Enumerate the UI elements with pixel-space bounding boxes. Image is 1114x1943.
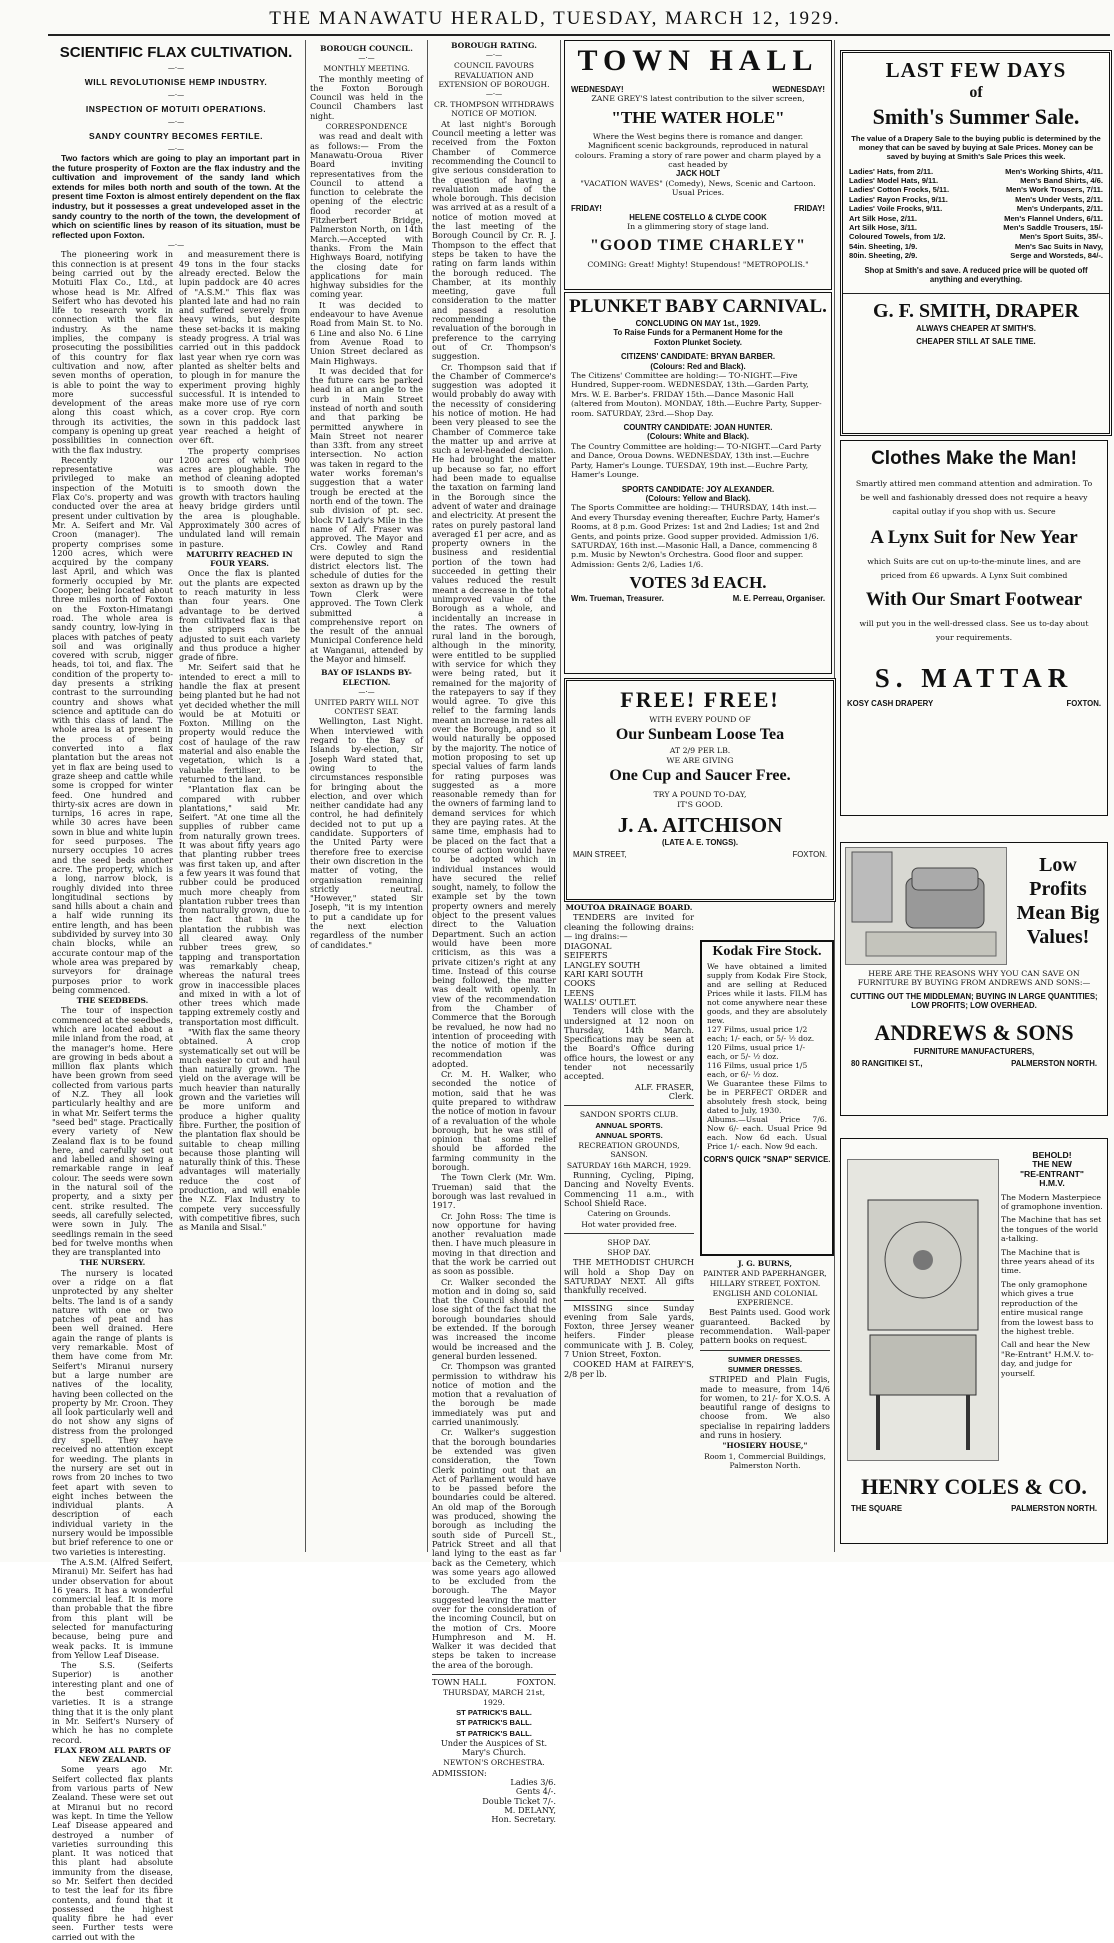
ad-text: Hot water provided free. xyxy=(581,1219,677,1229)
section-subhead: CORRESPONDENCE xyxy=(325,122,408,132)
paragraph: TENDERS are invited for cleaning the following drains:— ing drains:— xyxy=(564,912,694,941)
sale-item: Ladies' Cotton Frocks, 5/11. xyxy=(849,185,950,195)
ad-text: To Raise Funds for a Permanent Home for the xyxy=(613,328,783,338)
divider: —·— xyxy=(167,145,185,153)
ad-text: Foxton Plunket Society. xyxy=(654,337,742,347)
paragraph: Best Paints used. Good work guaranteed. Backed by recommendation. Wall-paper pattern books on request. xyxy=(700,1307,830,1346)
paragraph: The A.S.M. (Alfred Seifert, Miranui) Mr. Seifert has had under observation for about 16 years. It has a wonderful commercial leaf. It is more than probable that the fibre from this plant will be selected for manufacturing because, being pure and weak packs. It is immune from Yellow Leaf Disease. xyxy=(52,1556,173,1660)
sale-item: Coloured Towels, from 1/2. xyxy=(849,232,946,242)
film-price: 120 Films, usual price 1/- each, or 5/- ½ doz. xyxy=(707,1043,806,1061)
paragraph: Mr. Seifert said that he intended to erect a mill to handle the flax at present being planted but he had not yet decided whether the mill would be at Motuiti or Foxton. Milling on the property would reduce the cost of haulage of the raw material and also enable the vegetation, which is a valuable fertiliser, to be returned to the land. xyxy=(179,662,300,784)
sale-item: Men's Under Vests, 2/11. xyxy=(1015,194,1103,204)
paragraph: Cr. Walker's suggestion that the borough boundaries be extended was given consideration, the Town Clerk pointing out that an Act of Parliament would have to be passed before the boundaries could be altered. An old map of the Borough was produced, showing the borough as including the south side of Purcell St., Patrick Street and all that land lying to the east as far back as the Cemetery, which was some years ago allowed to be excluded from the borough. The Mayor suggested leaving the matter over for the consideration of the incoming Council, but on the motion of Crs. Moore Humphreson and M. H. Walker it was decided that steps be taken to increase the area of the borough. xyxy=(432,1427,556,1670)
paragraph: The property comprises 1200 acres of which 900 acres are ploughable. The method of cleaning adopted is to smooth down the growth with tractors hauling heavy bridge girders until the area is ploughable. Approximately 300 acres of undulated land will remain in pasture. xyxy=(179,445,300,549)
ad-text: The Machine that is three years ahead of its time. xyxy=(1001,1247,1095,1276)
divider: —·— xyxy=(358,687,375,696)
shop-name: "HOSIERY HOUSE," xyxy=(722,1441,808,1451)
auspices: Under the Auspices of St. Mary's Church. xyxy=(440,1737,548,1758)
secretary-name: M. DELANY, xyxy=(504,1804,556,1815)
ham-notice: COOKED HAM at FAIREY'S, 2/8 per lb. xyxy=(564,1359,694,1379)
film-title: "THE WATER HOLE" xyxy=(611,107,785,127)
paragraph: Some years ago Mr. Seifert collected flax plants from various parts of New Zealand. These were set out at Miranui but no record was kept. In time the Yellow Leaf Disease appeared and destroyed a number of varieties surrounding this plant. It was noticed that this plant had absolute immunity from the disease, so Mr. Seifert then decided to test the leaf for its fibre contents, and found that it possessed the highest quality fibre he had ever seen. Further tests were carried out with the xyxy=(52,1764,173,1942)
ad-row xyxy=(565,85,831,94)
venue: TOWN HALL xyxy=(432,1677,487,1688)
address: MAIN STREET, xyxy=(573,850,627,860)
address: THE SQUARE xyxy=(851,1504,903,1513)
furniture-illustration xyxy=(845,847,1007,965)
ad-text: Shop at Smith's and save. A reduced price will be quoted off anything and everything. xyxy=(864,265,1088,285)
drain-name: DIAGONAL xyxy=(564,941,612,952)
paragraph: Once the flax is planted out the plants are expected to reach maturity in less than four years. One advantage to be derived from cultivated flax is that the strippers can be adjusted to suit each variety and thus produce a higher grade of fibre. xyxy=(179,568,300,663)
article-subhead: SANDY COUNTRY BECOMES FERTILE. xyxy=(89,131,263,141)
dresses-ad xyxy=(700,1350,830,1471)
town: FOXTON. xyxy=(1066,699,1101,708)
section-head: THE SEEDBEDS. xyxy=(76,996,149,1006)
paragraph: Running, Cycling, Piping, Dancing and Novelty Events. Commencing 11 a.m., with School Shield Race. xyxy=(564,1170,694,1208)
shop-address: Room 1, Commercial Buildings, Palmerston North. xyxy=(704,1451,826,1470)
drain-name: COOKS xyxy=(564,978,596,989)
flax-article xyxy=(52,40,300,1942)
paragraph: At last night's Borough Council meeting a letter was received from the Foxton Chamber of Commerce recommending the Council to give serious consideration to the question of having a revaluation made of the whole borough. This decision was arrived at as a result of a notice of motion moved at the last meeting of the Borough Council by Cr. R. J. Thompson to the effect that steps be taken to have the rating on farm lands within the borough reduced. The Chamber, at its monthly meeting, gave full consideration to the matter and passed a resolution recommending the revaluation of the borough in preference to the carrying out of Cr. Thompson's suggestion. xyxy=(432,118,556,362)
sale-item: Men's Underpants, 2/11. xyxy=(1016,204,1103,214)
slogan-line: Profits xyxy=(1029,878,1087,900)
sale-item: Men's Flannel Unders, 6/11. xyxy=(1004,213,1103,223)
rating-column xyxy=(432,40,556,1825)
article-intro: Two factors which are going to play an important part in the future prosperity of Foxton are the flax industry and the cultivation and improvement of the sandy land which extends for miles both north and south of the town. At the present time Foxton is almost entirely dependent on the flax industry, but it possesses a great undeveloped asset in the sandy country to the north of the town, the development of which on scientific lines by reason of its situation, must be reflected upon Foxton. xyxy=(52,153,300,240)
section-head: BOROUGH COUNCIL. xyxy=(320,44,413,53)
section-head: BOROUGH RATING. xyxy=(451,41,537,50)
divider: —·— xyxy=(485,90,503,99)
drain-name: LANGLEY SOUTH xyxy=(564,959,641,970)
ad-row xyxy=(845,1059,1103,1068)
ad-title: "RE-ENTRANT" xyxy=(1019,1168,1084,1179)
orchestra: NEWTON'S ORCHESTRA. xyxy=(443,1758,545,1768)
mattar-ad xyxy=(840,440,1108,816)
sale-item: Men's Band Shirts, 4/6. xyxy=(1020,176,1103,186)
ad-text: The value of a Drapery Sale to the buying public is determined by the money that can be saved by buying at Sale Prices. Money can be saved by buying at Smith's Sale Prices this week. xyxy=(851,134,1101,162)
ad-text: The Citizens' Committee are holding:— TO-NIGHT.—Five Hundred, Supper-room. WEDNESDAY, 13th.—Garden Party, Mrs. W. E. Barber's. FRIDAY 15th.—Dance Masonic Hall (altered from Mouton). MONDAY, 18th.—Euchre Party, Supper-room. SATURDAY, 23rd.—Shop Day. xyxy=(571,371,822,418)
paragraph: and measurement there is 49 tons in the four stacks already erected. Below the lupin paddock are 40 acres of "A.S.M." This flax was planted late and had no rain and suffered severely from heavy winds, but despite these set-backs it is making steady progress. A trial was carried out in this paddock last year when rye corn was planted as shelter belts and to plough in for manure the experiment proving highly successful. It is intended to make more use of rye corn as a cover crop. Rye corn sown in this paddock last year reached a height of over 6ft. xyxy=(179,249,300,446)
ad-text: The Sports Committee are holding:— THURSDAY, 14th inst.—And every Thursday evening thereafter, Euchre Party, Hamer's Rooms, at 8 p.m. Good Prizes: 1st and 2nd Ladies; 1st and 2nd Gents, and points prize. Good supper provided. Admission 1/6. SATURDAY, 16th inst.—Masonic Hall, a Dance, commencing 8 p.m. Music by Newton's Orchestra. Good floor and supper. Admission: Gents 2/6, Ladies 1/6. xyxy=(571,503,820,569)
sale-item: Men's Sport Suits, 35/-. xyxy=(1019,232,1103,242)
product: Our Sunbeam Loose Tea xyxy=(615,726,785,744)
ad-text: WITH EVERY POUND OF xyxy=(649,715,751,724)
section-head: SHOP DAY. xyxy=(607,1237,651,1247)
paragraph: The nursery is located over a ridge on a flat unprotected by any shelter belts. The land is of a sandy nature with one or two patches of peat and has been well drained. Here again the range of plants is very remarkable. Most of them have come from Mr. Seifert's Miranui nursery but a large number are natives of the locality, having been collected on the property by Mr. Croon. They all look particularly well and do not show any signs of distress from the prolonged dry spell. They have received no attention except for weeding. The plants in the nursery are set out in rows from 20 inches to two feet apart with seven to eight inches between the individual plants. A description of each individual variety in the nursery would be impossible but brief reference to one or two varieties is interesting. xyxy=(52,1267,173,1557)
merchant-name: HENRY COLES & CO. xyxy=(861,1474,1087,1499)
sale-item: Men's Saddle Trousers, 15/- xyxy=(1003,223,1103,233)
ad-text: The Country Committee are holding:— TO-NIGHT.—Card Party and Dance, Oroua Downs. WEDNESDAY, 13th inst.—Euchre Party, Hamer's Lounge. TUESDAY, 19th inst.—Euchre Party, Hamer's Lounge. xyxy=(571,441,822,480)
divider: —·— xyxy=(167,241,185,250)
section-head: J. G. BURNS, xyxy=(738,1259,792,1268)
ad-title: PLUNKET BABY CARNIVAL. xyxy=(569,296,827,317)
ad-text: In a glimmering story of stage land. xyxy=(627,222,769,232)
candidate: COUNTRY CANDIDATE: JOAN HUNTER. xyxy=(623,423,773,433)
town: PALMERSTON NORTH. xyxy=(1011,1504,1097,1513)
column-rule xyxy=(427,40,428,1552)
day-label: WEDNESDAY! xyxy=(571,85,624,94)
colours: (Colours: Red and Black). xyxy=(650,361,746,371)
price-double: Double Ticket 7/-. xyxy=(482,1795,556,1806)
ad-subtitle: CONCLUDING ON MAY 1st., 1929. xyxy=(635,319,761,328)
sale-item: Ladies' Rayon Frocks, 9/11. xyxy=(849,194,948,204)
ad-title: LAST FEW DAYS xyxy=(885,58,1067,82)
ad-title: A Lynx Suit for New Year xyxy=(870,527,1078,548)
ad-title: BEHOLD! xyxy=(1032,1150,1072,1160)
paragraph: The S.S. (Seiferts Superior) is another interesting plant and one of the best commercial varieties. It is a strange thing that it is the only plant in Mr. Seifert's Nursery of which he has no complete record. xyxy=(52,1660,173,1745)
divider: —·— xyxy=(167,118,185,126)
signer: ALF. FRASER, xyxy=(634,1081,694,1092)
sale-item: Men's Work Trousers, 7/11. xyxy=(1005,185,1103,195)
paragraph: STRIPED and Plain Fugis, made to measure, from 14/6 for women, to 21/- for X.O.S. A beautiful range of designs to choose from. We also specialise in repairing ladders and runs in hosiery. xyxy=(700,1374,830,1441)
trade: FURNITURE MANUFACTURERS, xyxy=(913,1046,1035,1056)
slogan-line: Values! xyxy=(1026,926,1090,948)
ball-title: ST PATRICK'S BALL. xyxy=(456,1728,532,1738)
section-subhead: MONTHLY MEETING. xyxy=(323,64,410,74)
ad-row xyxy=(565,594,831,603)
ad-text: TRY A POUND TO-DAY, xyxy=(653,790,747,800)
section-head: SHOP DAY. xyxy=(607,1248,651,1258)
star-name: JACK HOLT xyxy=(675,169,721,179)
article-body xyxy=(52,250,300,1943)
coles-ad xyxy=(840,1138,1108,1544)
candidate: SPORTS CANDIDATE: JOY ALEXANDER. xyxy=(621,484,775,494)
plunket-ad xyxy=(564,292,832,674)
divider: —·— xyxy=(167,91,185,99)
classifieds xyxy=(564,1300,694,1379)
ad-text: CUTTING OUT THE MIDDLEMAN; BUYING IN LARGE QUANTITIES; LOW PROFITS; LOW OVERHEAD. xyxy=(850,991,1098,1011)
merchant-name: J. A. AITCHISON xyxy=(617,813,783,838)
ad-text: will put you in the well-dressed class. See us to-day about your requirements. xyxy=(859,619,1089,642)
ad-of: of xyxy=(969,84,983,101)
article-subhead: INSPECTION OF MOTUITI OPERATIONS. xyxy=(85,104,267,114)
venue: RECREATION GROUNDS, SANSON. xyxy=(578,1141,680,1160)
slogan: ALWAYS CHEAPER AT SMITH'S. xyxy=(916,324,1036,334)
paragraph: Cr. Walker seconded the motion and in doing so, said that the Council should not lose sight of the fact that the borough boundaries should be extended. If the borough was increased the income would be increased and the general burden lessened. xyxy=(432,1276,556,1361)
section-head: THE NURSERY. xyxy=(79,1258,146,1268)
section-head: FLAX FROM ALL PARTS OF NEW ZEALAND. xyxy=(54,1745,171,1765)
ladies-price-list xyxy=(849,167,949,261)
st-patricks-ad xyxy=(432,1674,556,1824)
divider: —·— xyxy=(485,51,503,60)
ad-row xyxy=(567,850,833,859)
slogan-line: Low xyxy=(1039,854,1077,876)
votes: VOTES 3d EACH. xyxy=(629,573,767,593)
sale-item: Men's Working Shirts, 4/11. xyxy=(1005,166,1103,176)
day-label: FRIDAY! xyxy=(571,203,602,213)
andrews-ad xyxy=(840,842,1108,1116)
star-name: HELENE COSTELLO & CLYDE COOK xyxy=(629,213,767,223)
paragraph: "Plantation flax can be compared with rubber plantations," said Mr. Seifert. "At one time all the supplies of rubber came from naturally grown trees. It was about fifty years ago that planting rubber trees was first taken up, and after a few years it was found that rubber could be produced much more cheaply from plantation rubber trees than from naturally grown, due to the fact that in the plantation the rubbish was all cleared away. Only rubber trees grew, so tapping and transportation was remarkably cheap, whereas the natural trees grow in inaccessible places and mixed in with a lot of other trees which made tapping extremely costly and transportation most difficult. xyxy=(179,784,300,1027)
price-lists xyxy=(843,165,1109,263)
masthead: THE MANAWATU HERALD, TUESDAY, MARCH 12, 1929. xyxy=(269,8,841,29)
missing-notice: MISSING since Sunday evening from Sale yards, Foxton, three Jersey weaner heifers. Finder please communicate with J. B. Coley, 7 Union Street, Foxton. xyxy=(564,1302,694,1360)
drain-list xyxy=(564,942,694,1007)
paragraph: It was decided that for the future cars be parked head in at an angle to the curb in Main Street instead of north and south and that parking be permitted anywhere in Main Street not nearer than 33ft. from any street intersection. No action was taken in regard to the water works foreman's suggestion that a water trough be erected at the north end of the town. The sub division of pt. sec. block IV Lady's Mile in the name of Alf. Fraser was approved. The Mayor and Crs. Cowley and Rand were deputed to sign the district electors list. The schedule of duties for the sexton as drawn up by the Town Clerk were approved. The Town Clerk submitted a comprehensive report on the result of the annual Municipal Conference held at Wanganui, attended by the Mayor and himself. xyxy=(310,365,423,664)
aitchison-ad xyxy=(564,678,836,902)
event-date: THURSDAY, MARCH 21st, 1929. xyxy=(443,1688,545,1707)
ad-text: AT 2/9 PER LB. xyxy=(669,746,731,756)
town: FOXTON. xyxy=(792,850,827,860)
slogan-line: Mean Big xyxy=(1016,902,1100,924)
ad-title: With Our Smart Footwear xyxy=(865,589,1083,610)
price-gents: Gents 4/-. xyxy=(515,1786,556,1797)
section-head: MOUTOA DRAINAGE BOARD. xyxy=(565,903,693,912)
slogan: CHEAPER STILL AT SALE TIME. xyxy=(916,336,1036,346)
film-title: "GOOD TIME CHARLEY" xyxy=(589,236,807,254)
section-head: SUMMER DRESSES. xyxy=(727,1354,803,1364)
ad-row xyxy=(841,699,1107,708)
secretary-title: Hon. Secretary. xyxy=(491,1814,556,1825)
low-profits-slogan xyxy=(1013,853,1103,949)
merchant-name: G. F. SMITH, DRAPER xyxy=(843,293,1109,324)
paragraph: The Town Clerk (Mr. Wm. Trueman) said that the borough was last revalued in 1917. xyxy=(432,1172,556,1211)
paragraph: Recently our representative was privileged to make an inspection of the Motuiti Flax Co's. property and was conducted over the area at present under cultivation by Mr. A. Seifert and Mr. Val Croon (manager). The property comprises some 1200 acres, which were acquired by the company last April, and which was formerly occupied by Mr. Cooper, being located about three miles north of Foxton on the Foxton-Himatangi road. The whole area is sandy country, low-lying in places with patches of peaty soil and was originally covered with scrub, nigger heads, toi toi, and flax. The condition of the property to-day presents a striking contrast to the surrounding country and shows what science and aptitude can do with this class of land. The whole area is at present in the process of being converted into a flax plantation but the areas not yet in flax are being used to graze sheep and cattle while some is cropped for winter feed. One hundred and thirty-six acres are down in turnips, 16 acres in rape, while 30 acres have been sown in blue and white lupin for seed purposes. The nursery occupies 10 acres and the seed beds another acre. The property, which is a long, narrow block, is roughly divided into three longitudinal sections by sand hills about a chain and a half wide running its entire length, and has been subdivided by survey into 30 chain blocks, while an accurate contour map of the whole area was prepared by surveyors for drainage purposes prior to work being commenced. xyxy=(52,454,173,995)
paragraph: The pioneering work in this connection is at present being carried out by the Motuiti Flax Co., Ltd., at whose head is Mr. Alfred Seifert who has devoted his life to research work in connection with the flax industry. As the name implies, the company is prosecuting the possibilities of this country for flax cultivation and now, after seven months of operation, is able to point the way to more successful development of the areas along this coast which, through its activities, the company is opening up great possibilities in connection with the flax industry. xyxy=(52,249,173,455)
sandon-ad xyxy=(564,1105,694,1229)
signer-title: Clerk. xyxy=(668,1090,694,1101)
sale-item: Art Silk Hose, 2/11. xyxy=(849,213,917,223)
ad-text: Smartly attired men command attention and admiration. To be well and fashionably dressed does not require a heavy capital outlay if you shop with us. Secure xyxy=(855,479,1093,516)
ad-title: THE NEW xyxy=(1032,1159,1072,1170)
merchant-name: ANDREWS & SONS xyxy=(874,1019,1074,1045)
venue-row xyxy=(432,1678,556,1687)
drain-name: SEIFERTS xyxy=(564,950,608,961)
section-head: ANNUAL SPORTS. xyxy=(595,1120,663,1130)
column-rule xyxy=(305,40,306,1552)
ad-title: FREE! FREE! xyxy=(620,687,780,712)
section-subhead: COUNCIL FAVOURS REVALUATION AND EXTENSION OF BOROUGH. xyxy=(438,61,550,89)
section-head: BAY OF ISLANDS BY-ELECTION. xyxy=(321,668,412,687)
drain-name: KARI KARI SOUTH xyxy=(564,969,644,980)
ad-row xyxy=(565,204,831,213)
article-headline: SCIENTIFIC FLAX CULTIVATION. xyxy=(59,44,293,61)
ad-text: The Machine that has set the tongues of the world a-talking. xyxy=(1001,1215,1102,1244)
gramophone-illustration xyxy=(847,1159,999,1461)
ad-text: Call and hear the New "Re-Entrant" H.M.V. to-day, and judge for yourself. xyxy=(1001,1340,1094,1378)
drain-name: LEENS xyxy=(564,987,595,998)
venue-town: FOXTON. xyxy=(516,1677,556,1688)
paragraph: Cr. John Ross: The time is now opportune for having another revaluation made then. I have much pleasure in moving in that direction and that the work be carried out as soon as possible. xyxy=(432,1210,556,1277)
ad-text: HERE ARE THE REASONS WHY YOU CAN SAVE ON FURNITURE BY BUYING FROM ANDREWS AND SONS:— xyxy=(857,969,1091,988)
event-date: SATURDAY 16th MARCH, 1929. xyxy=(566,1160,692,1170)
coles-footer xyxy=(845,1473,1103,1513)
ad-text: Where the West begins there is romance and danger. Magnificent scenic backgrounds, reproduced in natural colours. Framing a story of rare power and charm played by a cast headed by xyxy=(574,131,822,170)
day-label: WEDNESDAY! xyxy=(772,85,825,94)
paragraph: Cr. M. H. Walker, who seconded the notice of motion, said that he was quite prepared to withdraw the notice of motion in favour of a revaluation of the whole borough, but he was still of opinion that some relief should be afforded the farming community in the borough. xyxy=(432,1069,556,1173)
paragraph: Cr. Thompson was granted permission to withdraw his notice of motion and the motion that a revaluation of the borough be made immediately was put and carried unanimously. xyxy=(432,1361,556,1428)
drain-name: WALLS' OUTLET. xyxy=(564,996,637,1007)
kodak-body xyxy=(702,962,832,1151)
sale-item: Art Silk Hose, 3/11. xyxy=(849,223,917,233)
ad-text: "VACATION WAVES" (Comedy), News, Scenic and Cartoon. xyxy=(580,178,816,188)
store: KOSY CASH DRAPERY xyxy=(847,699,934,708)
ad-title: Clothes Make the Man! xyxy=(871,448,1077,469)
andrews-body xyxy=(845,969,1103,1068)
ad-text: The only gramophone which gives a true reproduction of the entire musical range from the lowest bass to the highest treble. xyxy=(1001,1279,1094,1336)
paragraph: Cr. Thompson said that if the Chamber of Commerce's suggestion was adopted it would probably do away with the necessity of considering his notice of motion. He had been very pleased to see the Chamber of Commerce take the matter up and arrive at such a level-headed decision. He had brought the matter up because so far, no effort had been made to equalise the taxation on farming land in the Borough since the advent of water and drainage and electricity. At present the rates on purely pastoral land averaged £1 per acre, and as property owners in the business and residential portion of the town had succeeded in getting their values reduced the result meant a decrease in the total unimproved value of the Borough as a whole, and incidentally an increase in the rates. The owners of rural land in the borough, although in the minority, were entitled to be supplied with service for which they were being rated, but it remained for the majority of the ratepayers to say if they would agree. To give this relief to the farming lands meant an increase in rates all over the Borough, and so it would naturally be opposed by the majority. The notice of motion proposing to set up special values of farm lands for rating purposes was suggested as a more reasonable remedy than for the owners of farming land to demand services for which they are paying rates. At the same time, emphasis had to be placed on the fact that a course of action would have to be adopted which in individual instances would have secured the relief sought, namely, to follow the example set by the town property owners and merely object to the present values direct to the Valuation Department. Such an action would have been more criticism, as this was a private citizen's right at any time. Instead of this course being followed, the matter was dealt with openly. In view of the recommendation from the Chamber of Commerce that the Borough be revalued, he now had no intention of proceeding with the notice of motion if the recommendation was adopted. xyxy=(432,361,556,1069)
paragraph: The tour of inspection commenced at the seedbeds, which are located about a mile inland from the road, at the manager's home. Here are growing in beds about a million flax plants which have been grown from seed collected from various parts of N.Z. They all look particularly healthy and are in what Mr. Seifert terms the "seed bed" stage. Practically every variety of New Zealand flax is to be found here, and carefully set out and labelled and showing a remarkable range in leaf colour. The seeds were sown in the natural soil of the property, and a sixty per cent. strike resulted. The seeds, all carefully selected, were sown in July. The seedlings remain in the seed bed for twelve months when they are transplanted into xyxy=(52,1005,173,1258)
shopday-ad xyxy=(564,1233,694,1296)
colours: (Colours: White and Black). xyxy=(647,432,749,442)
column-rule xyxy=(560,40,561,1552)
ad-text: We Guarantee these Films to be in PERFECT ORDER and absolutely fresh stock, being dated to July, 1930. xyxy=(707,1079,827,1115)
divider: —·— xyxy=(358,54,375,63)
town-hall-ad xyxy=(564,40,832,290)
ball-title: ST PATRICK'S BALL. xyxy=(456,1718,532,1728)
section-head: SUMMER DRESSES. xyxy=(727,1364,803,1374)
offer: One Cup and Saucer Free. xyxy=(609,767,791,785)
sale-item: Ladies' Hats, from 2/11. xyxy=(849,166,934,176)
mens-price-list xyxy=(1003,167,1103,261)
ad-title: TOWN HALL xyxy=(577,44,819,77)
section-subhead: UNITED PARTY WILL NOT CONTEST SEAT. xyxy=(314,697,419,717)
smith-sale-ad xyxy=(840,50,1112,436)
paragraph: Tenders will close with the undersigned at 12 noon on Thursday, 14th March. Specifications may be seen at the Board's Office during office hours, the lowest or any tender not necessarily accepted. xyxy=(564,1006,694,1082)
sale-item: Men's Sac Suits in Navy, xyxy=(1014,241,1103,251)
divider: —·— xyxy=(167,64,185,72)
col5-notices xyxy=(700,1258,830,1552)
ball-title: ST PATRICK'S BALL. xyxy=(456,1707,532,1717)
sale-item: 54in. Sheeting, 1/9. xyxy=(849,241,918,251)
merchant-name: S. MATTAR xyxy=(874,663,1074,693)
paragraph: THE METHODIST CHURCH will hold a Shop Day on SATURDAY NEXT. All gifts thankfully received. xyxy=(564,1257,694,1296)
section-subhead: CR. THOMPSON WITHDRAWS NOTICE OF MOTION. xyxy=(433,100,555,119)
armchair-icon xyxy=(846,848,1006,964)
service-name: CORN'S QUICK "SNAP" SERVICE. xyxy=(703,1155,831,1164)
sale-item: Ladies' Model Hats, 9/11. xyxy=(849,176,939,186)
paragraph: The monthly meeting of the Foxton Borough Council was held in the Council Chambers last night. xyxy=(310,73,423,121)
gramophone-icon xyxy=(848,1160,998,1460)
candidate: CITIZENS' CANDIDATE: BRYAN BARBER. xyxy=(620,352,776,362)
organiser: M. E. Perreau, Organiser. xyxy=(732,594,825,604)
ad-text: Catering on Grounds. xyxy=(587,1209,671,1219)
ad-title: H.M.V. xyxy=(1039,1178,1065,1189)
admission-label: ADMISSION: xyxy=(432,1767,487,1778)
experience: ENGLISH AND COLONIAL EXPERIENCE. xyxy=(712,1288,818,1308)
section-head: MATURITY REACHED IN FOUR YEARS. xyxy=(186,549,293,569)
ad-title: Kodak Fire Stock. xyxy=(712,944,822,959)
ad-text: ZANE GREY'S latest contribution to the silver screen, xyxy=(591,94,805,104)
ad-text: WE ARE GIVING xyxy=(666,755,734,765)
paragraph: "With flax the same theory obtained. A crop systematically set out will be much easier to cut and haul than naturally grown. The yield on the average will be much heavier than naturally grown and the varieties will be more uniform and produce a higher quality fibre. Further, the position of the plantation flax should be suitable to cheap milling because those planting will naturally think of this. These advantages will materially reduce the cost of production, and will enable the N.Z. Flax Industry to compete very successfully with competitive fibres, such as Manila and Sisal." xyxy=(179,1026,300,1233)
paragraph: It was decided to endeavour to have Avenue Road from Main St. to No. 6 Line and also No. 6 Line from Avenue Road to Union Street declared as Main Highways. xyxy=(310,299,423,366)
ad-text: Albums.—Usual Price 7/6. Now 6/- each. Usual Price 9d each. Now 6d each. Usual Price 1/- each. Now 9d each. xyxy=(707,1115,827,1151)
treasurer: Wm. Trueman, Treasurer. xyxy=(571,594,664,604)
sale-item: 80in. Sheeting, 2/9. xyxy=(849,251,918,261)
ad-text: We have obtained a limited supply from Kodak Fire Stock, and are selling at Reduced Prices while it lasts. FILM has not come anywhere near these goods, and they are absolutely new. xyxy=(707,962,827,1025)
address: 80 RANGITIKEI ST., xyxy=(851,1059,923,1069)
section-head: SANDON SPORTS CLUB. xyxy=(579,1110,679,1120)
film-list xyxy=(707,1025,827,1079)
ad-title: Smith's Summer Sale. xyxy=(872,104,1080,129)
article-subcolumn-right xyxy=(179,250,300,1943)
coles-body xyxy=(1001,1151,1103,1378)
ad-text: (LATE A. E. TONGS). xyxy=(661,838,739,848)
notices-column xyxy=(564,902,694,1552)
masthead-rule xyxy=(48,34,1110,36)
colours: (Colours: Yellow and Black). xyxy=(645,493,751,503)
ad-row xyxy=(845,1504,1103,1513)
ad-text: Usual Prices. xyxy=(671,188,725,198)
ad-text: which Suits are cut on up-to-the-minute lines, and are priced from £6 upwards. A Lynx Suit combined xyxy=(867,557,1081,580)
trade: PAINTER AND PAPERHANGER, HILLARY STREET, FOXTON. xyxy=(703,1269,827,1288)
paragraph: was read and dealt with as follows:— From the Manawatu-Oroua River Board inviting representatives from the Council to attend a function to celebrate the opening of the electric flood recorder at Fitzherbert Bridge, Palmerston North, on 14th March.—Accepted with thanks. From the Main Highways Board, notifying the closing date for applications for main highway subsidies for the coming year. xyxy=(310,131,423,300)
section-head: ANNUAL SPORTS. xyxy=(595,1130,663,1140)
article-subhead: WILL REVOLUTIONISE HEMP INDUSTRY. xyxy=(84,77,268,87)
kodak-ad xyxy=(700,940,834,1256)
film-price: 127 Films, usual price 1/2 each; 1/- each, or 5/- ½ doz. xyxy=(707,1025,815,1043)
article-subcolumn-left xyxy=(52,250,173,1943)
ad-text: COMING: Great! Mighty! Stupendous! "METROPOLIS." xyxy=(587,259,809,269)
price-ladies: Ladies 3/6. xyxy=(510,1777,556,1788)
sale-item: Ladies' Voile Frocks, 9/11. xyxy=(849,204,943,214)
ad-text: IT'S GOOD. xyxy=(677,799,723,809)
council-column xyxy=(310,40,423,1552)
film-price: 116 Films, usual price 1/5 each, or 6/- ½ doz. xyxy=(707,1061,808,1079)
paragraph: Wellington, Last Night. When interviewed with regard to the Bay of Islands by-election, Sir Joseph Ward stated that, owing to the circumstances responsible for bringing about the election, and over which neither candidate had any control, he had definitely decided not to put up a candidate. Supporters of the United Party were therefore free to exercise their own discretion in the matter of voting, the organisation remaining strictly neutral. "However," stated Sir Joseph, "it is my intention to put a candidate up for the next election regardless of the number of candidates." xyxy=(310,716,423,950)
sale-item: Serge and Worsteds, 84/-. xyxy=(1010,251,1103,261)
ad-text: The Modern Masterpiece of gramophone invention. xyxy=(1001,1192,1103,1212)
day-label: FRIDAY! xyxy=(794,203,825,213)
town: PALMERSTON NORTH. xyxy=(1011,1059,1097,1069)
